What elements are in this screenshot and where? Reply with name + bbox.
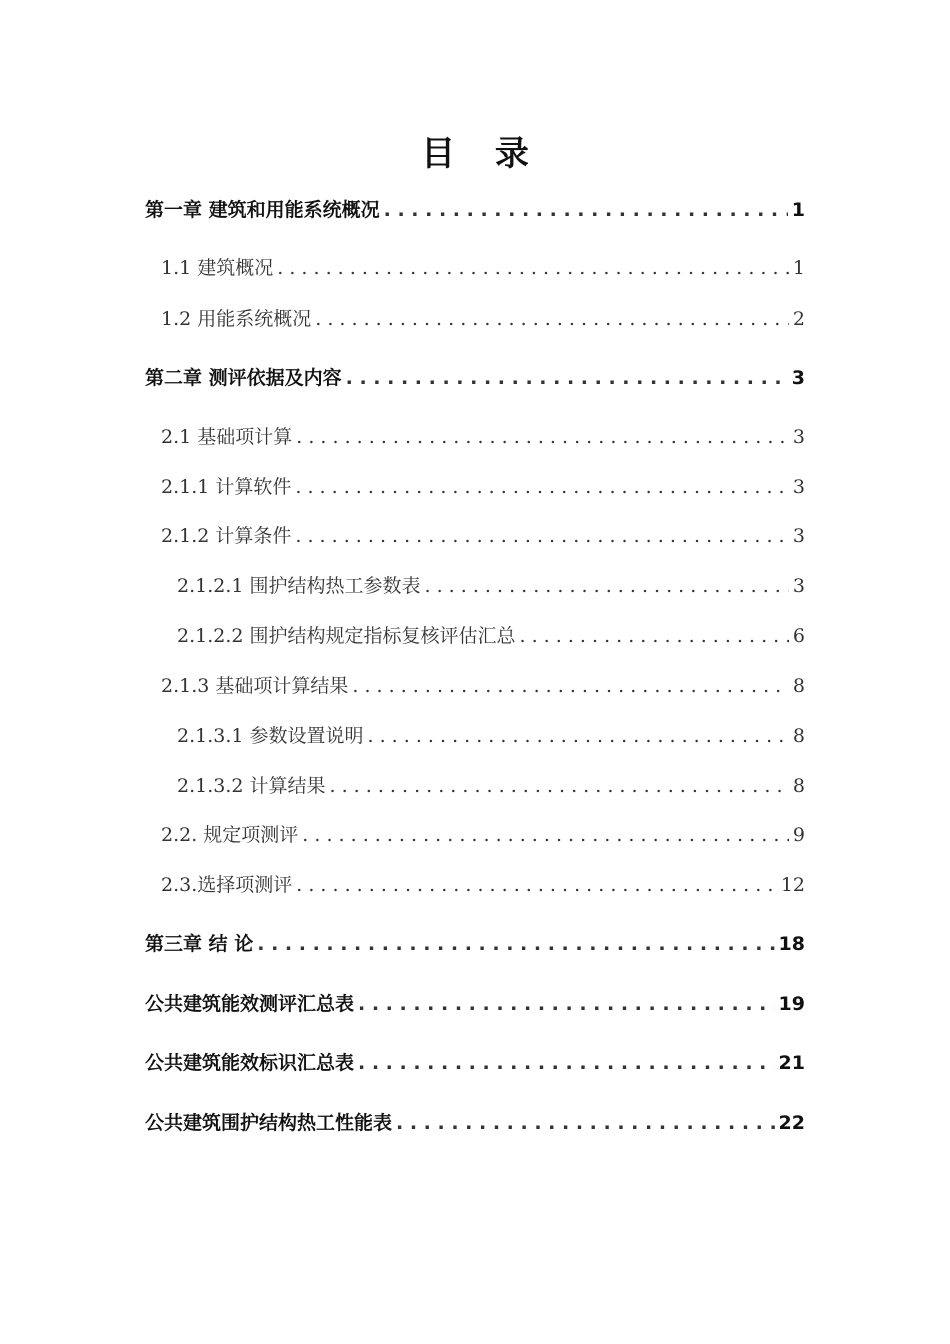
toc-entry-chapter-3[interactable] — [145, 929, 805, 959]
toc-dot-leader — [358, 989, 775, 1019]
toc-entry-evaluation-summary[interactable] — [145, 989, 805, 1019]
toc-page-number: 3 — [792, 476, 805, 498]
toc-page-number: 1 — [792, 257, 805, 279]
toc-page-number: 19 — [778, 993, 805, 1015]
toc-dot-leader — [295, 521, 789, 551]
toc-dot-leader — [396, 1108, 775, 1138]
toc-page-number: 6 — [792, 625, 805, 647]
toc-page-number: 8 — [792, 725, 805, 747]
toc-entry-label: 公共建筑围护结构热工性能表 — [145, 1112, 393, 1134]
toc-dot-leader — [352, 671, 789, 701]
toc-entry-label: 1.2 用能系统概况 — [161, 308, 312, 330]
toc-page-number: 3 — [792, 575, 805, 597]
toc-page-number: 2 — [792, 308, 805, 330]
toc-entry-label: 2.1.2.1 围护结构热工参数表 — [177, 575, 421, 597]
toc-entry-2-1-3-2[interactable] — [177, 771, 805, 801]
toc-page-number: 3 — [792, 525, 805, 547]
toc-entry-label: 2.1.2 计算条件 — [161, 525, 292, 547]
toc-entry-label: 2.3.选择项测评 — [161, 874, 293, 896]
toc-entry-2-1-2-2[interactable] — [177, 621, 805, 651]
toc-page-number: 22 — [778, 1112, 805, 1134]
toc-entry-label: 2.1 基础项计算 — [161, 426, 293, 448]
toc-entry-2-1-3-1[interactable] — [177, 721, 805, 751]
toc-entry-label: 2.1.3.1 参数设置说明 — [177, 725, 364, 747]
toc-page-number: 12 — [780, 874, 805, 896]
toc-entry-label: 1.1 建筑概况 — [161, 257, 274, 279]
toc-entry-2-1-3[interactable] — [161, 671, 805, 701]
toc-entry-label: 公共建筑能效标识汇总表 — [145, 1052, 355, 1074]
toc-entry-2-1-2-1[interactable] — [177, 571, 805, 601]
toc-entry-2-2[interactable] — [161, 820, 805, 850]
toc-dot-leader — [520, 621, 789, 651]
toc-dot-leader — [425, 571, 789, 601]
toc-entry-label: 2.1.3.2 计算结果 — [177, 775, 326, 797]
toc-entry-2-3[interactable] — [161, 870, 805, 900]
toc-entry-label: 第三章 结 论 — [145, 933, 254, 955]
toc-entry-chapter-1[interactable] — [145, 195, 805, 225]
toc-dot-leader — [315, 304, 789, 334]
toc-page-number: 9 — [792, 824, 805, 846]
toc-dot-leader — [384, 195, 788, 225]
toc-dot-leader — [296, 870, 777, 900]
toc-entry-2-1-1[interactable] — [161, 472, 805, 502]
toc-dot-leader — [330, 771, 789, 801]
toc-entry-label: 2.1.3 基础项计算结果 — [161, 675, 349, 697]
toc-dot-leader — [302, 820, 789, 850]
toc-entry-label: 第一章 建筑和用能系统概况 — [145, 199, 380, 221]
toc-page-number: 18 — [778, 933, 805, 955]
toc-page-number: 8 — [792, 775, 805, 797]
toc-entry-label: 第二章 测评依据及内容 — [145, 367, 342, 389]
toc-entry-1-2[interactable] — [161, 304, 805, 334]
toc-dot-leader — [296, 422, 789, 452]
toc-entry-2-1[interactable] — [161, 422, 805, 452]
toc-entry-chapter-2[interactable] — [145, 363, 805, 393]
toc-entry-label-summary[interactable] — [145, 1048, 805, 1078]
toc-dot-leader — [277, 253, 789, 283]
toc-page-number: 21 — [778, 1052, 805, 1074]
toc-page-number: 1 — [791, 199, 805, 221]
toc-dot-leader — [368, 721, 789, 751]
toc-dot-leader — [257, 929, 774, 959]
toc-entry-envelope-thermal[interactable] — [145, 1108, 805, 1138]
toc-page-number: 3 — [792, 426, 805, 448]
toc-dot-leader — [295, 472, 789, 502]
toc-page-number: 8 — [792, 675, 805, 697]
toc-entry-label: 公共建筑能效测评汇总表 — [145, 993, 355, 1015]
toc-entry-label: 2.2. 规定项测评 — [161, 824, 299, 846]
toc-entry-2-1-2[interactable] — [161, 521, 805, 551]
toc-entry-label: 2.1.1 计算软件 — [161, 476, 292, 498]
toc-dot-leader — [358, 1048, 775, 1078]
toc-page-number: 3 — [791, 367, 805, 389]
toc-entry-label: 2.1.2.2 围护结构规定指标复核评估汇总 — [177, 625, 516, 647]
toc-dot-leader — [346, 363, 788, 393]
toc-title: 目 录 — [421, 134, 543, 174]
toc-entry-1-1[interactable] — [161, 253, 805, 283]
